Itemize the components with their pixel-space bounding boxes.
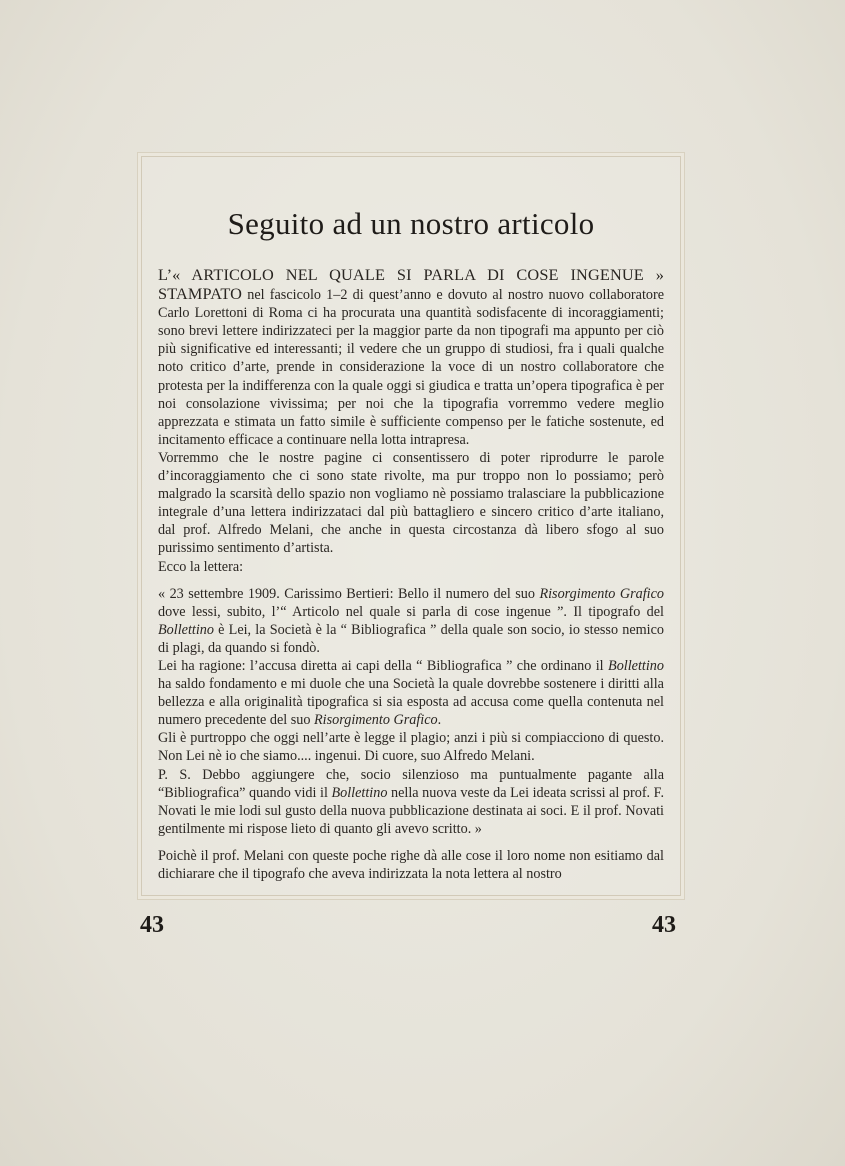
- letter-text: è Lei, la Società è la “ Bibliografica ” della quale son socio, io stesso nemico di plagi, da quando si fondò.: [158, 621, 664, 656]
- letter-paragraph-1: [158, 585, 664, 657]
- paragraph-intro: [158, 266, 664, 449]
- page-number-left: 43: [140, 912, 164, 938]
- letter-text: P. S. Debbo aggiungere che, socio silenzioso ma puntualmente pagante alla “Bibliografica” quando vidi il: [158, 766, 664, 801]
- page-number-right: 43: [652, 912, 676, 938]
- italic-title: Risorgimento Grafico: [539, 585, 664, 602]
- letter-paragraph-2: [158, 657, 664, 729]
- paragraph-second: Vorremmo che le nostre pagine ci consentissero di poter riprodurre le parole d’incoraggiamento che ci sono state rivolte, ma pur troppo non lo possiamo; però malgrado la scarsità dello spazio non vogliamo nè possiamo tralasciare la pubblicazione integrale d’una lettera indirizzataci dal più battagliero e sincero critico d’arte italiano, dal prof. Alfredo Melani, che anche in questa circostanza dà libero sfogo al suo purissimo sentimento d’artista.: [158, 449, 664, 557]
- page-title: Seguito ad un nostro articolo: [227, 206, 595, 241]
- letter-text: nella nuova veste da Lei ideata scrissi al prof. F. Novati le mie lodi sul gusto della nuova pubblicazione destinata ai soci. E il prof. Novati gentilmente mi rispose lieto di quanto gli avevo scritto. »: [158, 784, 664, 837]
- letter-text: .: [437, 712, 442, 729]
- paragraph-ecco: Ecco la lettera:: [158, 558, 244, 575]
- article-body: [158, 266, 664, 883]
- paragraph-final: Poichè il prof. Melani con queste poche righe dà alle cose il loro nome non esitiamo dal dichiarare che il tipografo che aveva indirizzata la nota lettera al nostro: [158, 847, 664, 882]
- italic-title: Bollettino: [608, 657, 664, 674]
- letter-text: Lei ha ragione: l’accusa diretta ai capi della “ Bibliografica ” che ordinano il: [158, 657, 609, 674]
- italic-title: Bollettino: [158, 621, 214, 638]
- italic-title: Bollettino: [331, 784, 388, 801]
- intro-text: nel fascicolo 1–2 di quest’anno e dovuto al nostro nuovo collaboratore Carlo Lorettoni di Roma ci ha procurata una quantità sodisfacente di incoraggiamenti; sono brevi lettere indirizzateci per la maggior parte da non tipografi ma appunto per ciò più significative ed interessanti; il vedere che un gruppo di studiosi, fra i quali qualche noto critico d’arte, prende in considerazione la voce di un nostro collaboratore che protesta per la indifferenza con la quale oggi si giudica e tratta un’opera tipografica è per noi consolazione vivissima; per noi che la tipografia vorremmo vedere meglio apprezzata e stimata un fatto simile è sufficiente compenso per le fatiche sostenute, ed incitamento efficace a continuare nella lotta intrapresa.: [158, 287, 664, 448]
- letter-text: « 23 settembre 1909. Carissimo Bertieri: Bello il numero del suo: [158, 585, 540, 602]
- letter-postscript: [158, 766, 664, 838]
- italic-title: Risorgimento Grafico: [314, 712, 438, 729]
- lead-caps: L’« ARTICOLO NEL QUALE SI PARLA DI COSE INGENUE » STAMPATO: [158, 265, 664, 304]
- letter-text: dove lessi, subito, l’“ Articolo nel quale si parla di cose ingenue ”. Il tipografo del: [158, 603, 664, 620]
- letter-paragraph-3: Gli è purtroppo che oggi nell’arte è legge il plagio; anzi i più si compiacciono di questo. Non Lei nè io che siamo.... ingenui. Di cuore, suo Alfredo Melani.: [158, 730, 664, 765]
- letter-text: ha saldo fondamento e mi duole che una Società la quale dovrebbe sostenere i diritti alla bellezza e alla originalità tipografica si sia esposta ad accusa come quella contenuta nel numero precedente del suo: [158, 676, 664, 729]
